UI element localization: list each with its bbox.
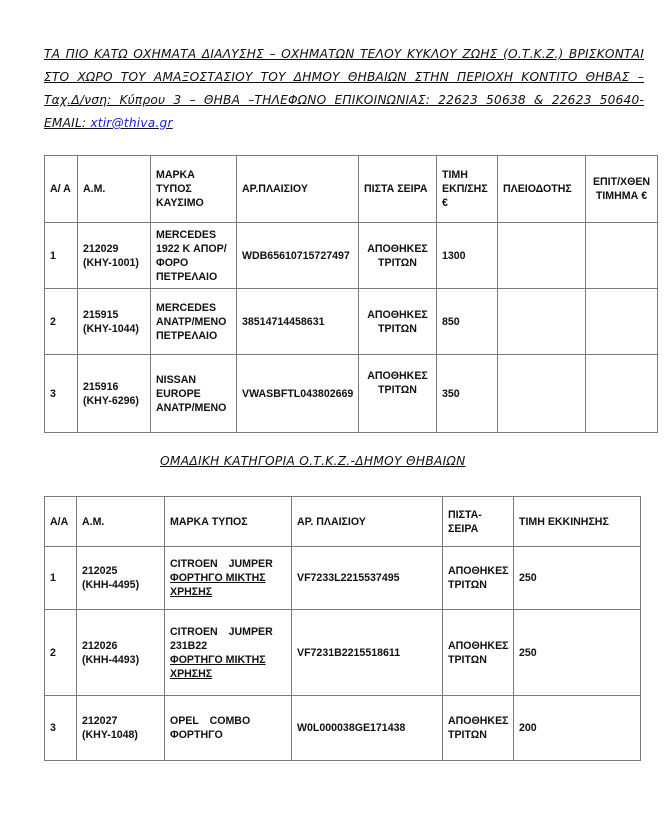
marka-variant: ΦΟΡΤΗΓΟ xyxy=(170,729,223,741)
table-row xyxy=(45,223,658,289)
cell-epit xyxy=(586,223,658,289)
cell-pista: ΑΠΟΘΗΚΕΣ ΤΡΙΤΩΝ xyxy=(443,610,514,696)
cell-marka xyxy=(165,696,292,761)
cell-timi: 350 xyxy=(437,355,498,433)
marka-model: CITROEN JUMPER xyxy=(170,558,273,570)
cell-marka: MERCEDES ΑΝΑΤΡ/ΜΕΝΟ ΠΕΤΡΕΛΑΙΟ xyxy=(151,289,237,355)
marka-type: ΦΟΡΤΗΓΟ ΜΙΚΤΗΣ ΧΡΗΣΗΣ xyxy=(170,572,266,598)
header-aa: Α/ Α xyxy=(45,156,78,223)
marka-variant: 231B22 xyxy=(170,639,208,652)
header-pista: ΠΙΣΤΑ- ΣΕΙΡΑ xyxy=(443,497,514,547)
header-timi: ΤΙΜΗ ΕΚΠ/ΣΗΣ € xyxy=(437,156,498,223)
cell-pista: ΑΠΟΘΗΚΕΣ ΤΡΙΤΩΝ xyxy=(359,223,437,289)
cell-plaisio: W0L000038GE171438 xyxy=(292,696,443,761)
cell-am: 212026 (ΚΗΗ-4493) xyxy=(77,610,165,696)
group-category-heading: ΟΜΑΔΙΚΗ ΚΑΤΗΓΟΡΙΑ Ο.Τ.Κ.Ζ.-ΔΗΜΟΥ ΘΗΒΑΙΩΝ xyxy=(160,454,466,468)
table-row xyxy=(45,610,641,696)
header-epit: ΕΠΙΤ/ΧΘΕΝ ΤΙΜΗΜΑ € xyxy=(586,156,658,223)
email-link[interactable]: xtir@thiva.gr xyxy=(90,116,173,130)
table-row xyxy=(45,696,641,761)
table-header-row xyxy=(45,497,641,547)
cell-timi: 200 xyxy=(514,696,641,761)
cell-marka: NISSAN EUROPE ΑΝΑΤΡ/ΜΕΝΟ xyxy=(151,355,237,433)
header-plaisio: ΑΡ.ΠΛΑΙΣΙΟΥ xyxy=(237,156,359,223)
cell-pleiodotis xyxy=(498,355,586,433)
table-row xyxy=(45,289,658,355)
cell-timi: 250 xyxy=(514,610,641,696)
cell-am: 212025 (ΚΗΗ-4495) xyxy=(77,547,165,610)
cell-am: 215915 (ΚΗΥ-1044) xyxy=(78,289,151,355)
cell-aa: 3 xyxy=(45,696,77,761)
marka-model: CITROEN JUMPER xyxy=(170,625,273,638)
cell-am: 212027 (ΚΗΥ-1048) xyxy=(77,696,165,761)
header-am: Α.Μ. xyxy=(77,497,165,547)
cell-aa: 1 xyxy=(45,223,78,289)
group-vehicles-table xyxy=(44,496,641,761)
vehicles-table xyxy=(44,155,658,433)
header-marka: ΜΑΡΚΑ ΤΥΠΟΣ ΚΑΥΣΙΜΟ xyxy=(151,156,237,223)
cell-timi: 850 xyxy=(437,289,498,355)
header-pista: ΠΙΣΤΑ ΣΕΙΡΑ xyxy=(359,156,437,223)
header-am: Α.Μ. xyxy=(78,156,151,223)
cell-am: 215916 (ΚΗΥ-6296) xyxy=(78,355,151,433)
cell-epit xyxy=(586,355,658,433)
cell-plaisio: 38514714458631 xyxy=(237,289,359,355)
heading-text: ΤΑ ΠΙΟ ΚΑΤΩ ΟΧΗΜΑΤΑ ΔΙΑΛΥΣΗΣ – ΟΧΗΜΑΤΩΝ ΤΕΛΟΥ ΚΥΚΛΟΥ ΖΩΗΣ (Ο.Τ.Κ.Ζ.) ΒΡΙΣΚΟΝΤΑΙ ΣΤΟ ΧΩΡΟ ΤΟΥ ΑΜΑΞΟΣΤΑΣΙΟΥ ΤΟΥ ΔΗΜΟΥ ΘΗΒΑΙΩΝ ΣΤΗΝ ΠΕΡΙΟΧΗ ΚΟΝΤΙΤΟ ΘΗΒΑΣ – Ταχ.Δ/νση: Κύπρου 3 – ΘΗΒΑ –ΤΗΛΕΦΩΝΟ ΕΠΙΚΟΙΝΩΝΙΑΣ: 22623 50638 & 22623 50640- EMAIL: xyxy=(44,47,644,130)
cell-pleiodotis xyxy=(498,289,586,355)
cell-plaisio: VF7233L2215537495 xyxy=(292,547,443,610)
table-row xyxy=(45,547,641,610)
cell-pista: ΑΠΟΘΗΚΕΣ ΤΡΙΤΩΝ xyxy=(359,289,437,355)
cell-pista: ΑΠΟΘΗΚΕΣ ΤΡΙΤΩΝ xyxy=(443,696,514,761)
cell-pista: ΑΠΟΘΗΚΕΣ ΤΡΙΤΩΝ xyxy=(443,547,514,610)
marka-model: OPEL COMBO xyxy=(170,715,251,727)
cell-marka xyxy=(165,547,292,610)
document-heading xyxy=(44,43,644,135)
cell-pista: ΑΠΟΘΗΚΕΣ ΤΡΙΤΩΝ xyxy=(359,355,437,433)
cell-marka xyxy=(165,610,292,696)
header-marka: ΜΑΡΚΑ ΤΥΠΟΣ xyxy=(165,497,292,547)
table-header-row xyxy=(45,156,658,223)
header-aa: Α/Α xyxy=(45,497,77,547)
cell-aa: 2 xyxy=(45,289,78,355)
marka-type: ΦΟΡΤΗΓΟ ΜΙΚΤΗΣ ΧΡΗΣΗΣ xyxy=(170,653,266,680)
header-timi: ΤΙΜΗ ΕΚΚΙΝΗΣΗΣ xyxy=(514,497,641,547)
cell-aa: 1 xyxy=(45,547,77,610)
header-pleiodotis: ΠΛΕΙΟΔΟΤΗΣ xyxy=(498,156,586,223)
cell-plaisio: WDB65610715727497 xyxy=(237,223,359,289)
cell-aa: 3 xyxy=(45,355,78,433)
cell-aa: 2 xyxy=(45,610,77,696)
cell-plaisio: VF7231B2215518611 xyxy=(292,610,443,696)
cell-marka: MERCEDES 1922 K ΑΠΟΡ/ΦΟΡΟ ΠΕΤΡΕΛΑΙΟ xyxy=(151,223,237,289)
cell-timi: 1300 xyxy=(437,223,498,289)
table-row xyxy=(45,355,658,433)
cell-timi: 250 xyxy=(514,547,641,610)
cell-epit xyxy=(586,289,658,355)
cell-pleiodotis xyxy=(498,223,586,289)
cell-plaisio: VWASBFTL043802669 xyxy=(237,355,359,433)
cell-am: 212029 (ΚΗΥ-1001) xyxy=(78,223,151,289)
header-plaisio: ΑΡ. ΠΛΑΙΣΙΟΥ xyxy=(292,497,443,547)
